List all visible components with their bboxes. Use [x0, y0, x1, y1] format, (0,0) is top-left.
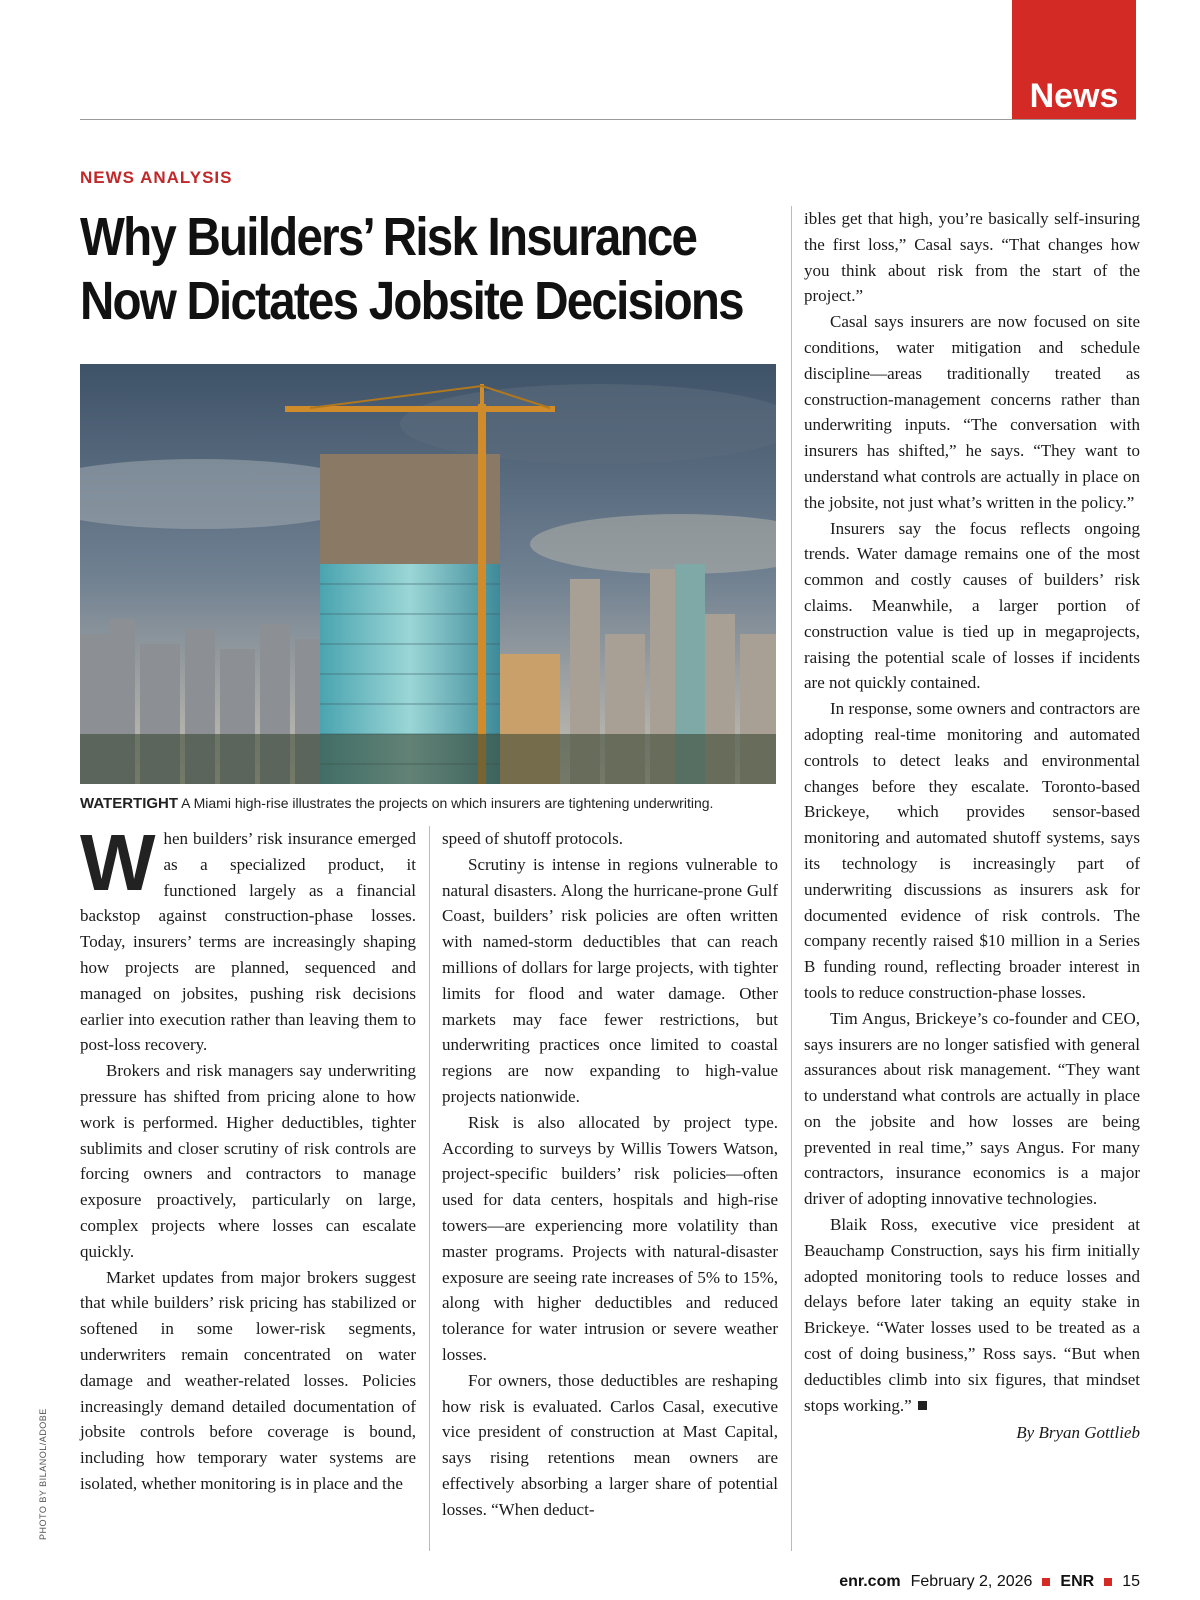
section-tab: [1012, 0, 1136, 120]
footer-site: enr.com: [839, 1573, 901, 1590]
body-paragraph: Market updates from major brokers suggest that while builders’ risk pricing has stabilized or softened in some lower-risk segments, underwriters remain concentrated on water damage and weather-related losses. Policies increasingly demand detailed documentation of jobsite controls before coverage is bound, including how temporary water systems are isolated, whether monitoring is in place and the: [80, 1267, 416, 1493]
body-paragraph: Brokers and risk managers say underwriting pressure has shifted from pricing alone to how work is performed. Higher deductibles, tighter sublimits and closer scrutiny of risk controls are forcing owners and contractors to manage exposure proactively, particularly on large, complex projects where losses can escalate quickly.: [80, 1061, 416, 1261]
body-column-1: [80, 818, 416, 1497]
body-paragraph: For owners, those deductibles are reshaping how risk is evaluated. Carlos Casal, executive vice president of construction at Mast Capital, says rising retentions mean owners are effectively absorbing a larger share of potential losses. “When deduct-: [442, 1370, 778, 1519]
drop-cap: W: [80, 818, 156, 907]
skyline-illustration: [80, 364, 776, 784]
article-kicker: NEWS ANALYSIS: [80, 168, 233, 187]
section-label: News: [1029, 77, 1119, 115]
photo-caption: [80, 795, 780, 812]
body-column-3: [804, 206, 1140, 1446]
byline: By Bryan Gottlieb: [1016, 1423, 1140, 1443]
headline-line-1: Why Builders’ Risk Insurance: [80, 207, 697, 267]
page-footer: [839, 1573, 1140, 1591]
body-paragraph: When builders’ risk insurance emerged as a specialized product, it functioned largely as a financial backstop against construction-phase losses. Today, insurers’ terms are increasingly shaping how projects are planned, sequenced and managed on jobsites, pushing risk decisions earlier into execution rather than leaving them to post-loss recovery.: [80, 818, 416, 1055]
end-mark: [918, 1401, 927, 1410]
column-rule: [429, 826, 430, 1551]
footer-brand: ENR: [1060, 1573, 1095, 1590]
body-paragraph: Scrutiny is intense in regions vulnerable to natural disasters. Along the hurricane-prone Gulf Coast, builders’ risk policies are often written with named-storm deductibles that can reach millions of dollars for large projects, with tighter limits for flood and water damage. Other markets may face fewer restrictions, but underwriting practices once limited to coastal regions are now expanding to high-value projects nationwide.: [442, 854, 778, 1106]
body-paragraph: Insurers say the focus reflects ongoing trends. Water damage remains one of the most common and costly causes of builders’ risk claims. Meanwhile, a larger portion of construction value is tied up in megaprojects, raising the potential scale of losses if incidents are not quickly contained.: [804, 518, 1140, 693]
photo-credit: PHOTO BY BILANOL/ADOBE: [38, 1408, 48, 1540]
body-paragraph: In response, some owners and contractors are adopting real-time monitoring and automated controls to detect leaks and environmental changes before they escalate. Toronto-based Brickeye, which provides sensor-based monitoring and automated shutoff systems, says its technology is increasingly part of underwriting discussions as insurers ask for documented evidence of risk controls. The company recently raised $10 million in a Series B funding round, reflecting broader interest in tools to reduce construction-phase losses.: [804, 699, 1140, 1002]
body-paragraph: Tim Angus, Brickeye’s co-founder and CEO, says insurers are no longer satisfied with general assurances about risk management. “They want to understand what controls are actually in place on the jobsite and how losses are being prevented in real time,” says Angus. For many contractors, insurance economics is a major driver of adopting innovative technologies.: [804, 1008, 1140, 1209]
caption-text: A Miami high-rise illustrates the projects on which insurers are tightening underwriting.: [178, 795, 714, 811]
headline-line-2: Now Dictates Jobsite Decisions: [80, 271, 743, 331]
article-headline: [80, 205, 743, 333]
body-paragraph: speed of shutoff protocols.: [442, 829, 623, 848]
page-number: 15: [1122, 1573, 1140, 1590]
footer-separator: [1104, 1578, 1112, 1586]
body-column-2: [442, 826, 778, 1523]
body-paragraph: Blaik Ross, executive vice president at Beauchamp Construction, says his firm initially adopted monitoring tools to reduce losses and delays before later taking an equity stake in Brickeye. “Water losses used to be treated as a cost of doing business,” Ross says. “But when deductibles climb into six figures, that mindset stops working.”: [804, 1215, 1140, 1415]
body-paragraph: ibles get that high, you’re basically self-insuring the first loss,” Casal says. “That changes how you think about risk from the start of the project.”: [804, 209, 1140, 306]
top-rule: [80, 119, 1136, 120]
body-paragraph: Casal says insurers are now focused on site conditions, water mitigation and schedule discipline—areas traditionally treated as construction-management concerns rather than underwriting inputs. “The conversation with insurers has shifted,” he says. “They want to understand what controls are actually in place on the jobsite, not just what’s written in the policy.”: [804, 312, 1140, 512]
footer-date: February 2, 2026: [910, 1573, 1033, 1590]
article-photo: [80, 364, 776, 784]
column-rule: [791, 206, 792, 1551]
footer-separator: [1042, 1578, 1050, 1586]
body-paragraph: Risk is also allocated by project type. According to surveys by Willis Towers Watson, project-specific builders’ risk policies—often used for data centers, hospitals and high-rise towers—are experiencing more volatility than master programs. Projects with natural-disaster exposure are seeing rate increases of 5% to 15%, along with higher deductibles and reduced tolerance for water intrusion or severe weather losses.: [442, 1112, 778, 1364]
caption-label: WATERTIGHT: [80, 795, 179, 812]
